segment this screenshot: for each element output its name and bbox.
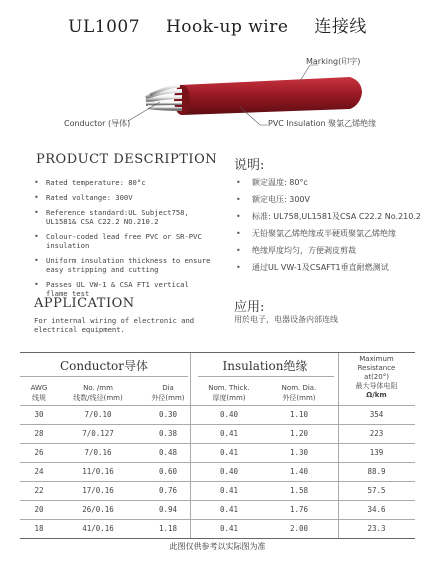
list-item: • Passes UL VW-1 & CSA FT1 vertical flame test [34,280,214,298]
table-cell: 1.30 [289,448,309,457]
list-item: • Uniform insulation thickness to ensure easy stripping and cutting [34,256,214,274]
table-cell: 0.40 [219,410,239,419]
table-cell: 0.30 [158,410,178,419]
table-cell: 22 [34,486,44,495]
footer-note: 此图仅供参考以实际图为准 [169,542,266,551]
list-item: • 额定温度: 80°c [234,177,424,188]
table-cell: 0.41 [219,486,239,495]
table-cell: 0.41 [219,524,239,533]
application-cn-heading: 应用: [234,300,265,315]
title-model: UL1007 [68,17,141,37]
table-cell: 1.20 [289,429,309,438]
insulation-label: PVC Insulation 聚氯乙烯绝缘 [268,119,377,128]
table-cell: 139 [369,448,384,457]
conductor-label: Conductor (导体) [64,119,131,128]
table-cell: 7/0.10 [84,410,112,419]
table-cell: 223 [369,429,384,438]
table-cell: 34.6 [367,505,386,514]
table-row [20,443,415,463]
table-cell: 0.41 [219,505,239,514]
table-cell: 20 [34,505,44,514]
table-cell: 26/0.16 [82,505,114,514]
header-thick: Nom. Thick. 厚度(mm) [208,384,250,402]
table-row [20,519,415,539]
table-cell: 23.3 [367,524,386,533]
table-cell: 1.10 [289,410,309,419]
table-cell: 0.40 [219,467,239,476]
table-cell: 18 [34,524,44,533]
list-item: • 额定电压: 300V [234,194,424,205]
table-cell: 57.5 [367,486,386,495]
table-cell: 0.41 [219,448,239,457]
marking-label: Marking(印字) [306,57,361,66]
table-row [20,500,415,520]
list-item: • 通过UL VW-1及CSAFT1垂直耐燃测试 [234,262,424,273]
description-cn-heading: 说明: [234,158,265,173]
table-cell: 1.18 [158,524,178,533]
header-awg: AWG 线规 [30,384,48,402]
insulation-shape [180,77,362,115]
description-en-list [34,178,214,304]
table-cell: 0.38 [158,429,178,438]
list-item: • Rated temperature: 80°c [34,178,214,187]
spec-table [20,352,415,539]
header-no: No. /mm 线数/线径(mm) [73,384,123,402]
table-cell: 354 [369,410,384,419]
description-cn-list [234,177,424,279]
list-item: • Reference standard:UL Subject758, UL1581& CSA C22.2 NO.210.2 [34,208,214,226]
header-dia: Dia 外径(mm) [151,384,185,402]
table-cell: 24 [34,467,44,476]
table-row [20,462,415,482]
table-cell: 0.48 [158,448,178,457]
list-item: • 绝缘厚度均匀，方便剥皮剪裁 [234,245,424,256]
table-cell: 41/0.16 [82,524,114,533]
table-cell: 1.40 [289,467,309,476]
table-cell: 1.58 [289,486,309,495]
table-cell: 0.94 [158,505,178,514]
header-nomdia: Nom. Dia. 外径(mm) [281,384,317,402]
list-item: • Rated voltange: 300V [34,193,214,202]
table-cell: 0.41 [219,429,239,438]
table-cell: 0.76 [158,486,178,495]
table-row [20,424,415,444]
table-cell: 7/0.16 [84,448,112,457]
table-row [20,405,415,425]
list-item: • 无铅聚氯乙烯绝缘或半硬质聚氯乙烯绝缘 [234,228,424,239]
table-row [20,481,415,501]
table-cell: 7/0.127 [82,429,114,438]
list-item: • Colour-coded lead free PVC or SR-PVC insulation [34,232,214,250]
table-cell: 2.00 [289,524,309,533]
page-title [0,12,435,37]
application-cn-text: 用於电子，电器设备内部连线 [234,315,338,324]
table-cell: 30 [34,410,44,419]
table-cell: 88.9 [367,467,386,476]
header-resistance: Maximum Resistance at(20°) 最大导体电阻 Ω/km [355,355,398,399]
table-cell: 1.76 [289,505,309,514]
title-cn: 连接线 [314,17,367,37]
table-cell: 0.60 [158,467,178,476]
insulation-group-header: Insulation绝缘 [222,359,308,373]
application-heading: APPLICATION [34,296,135,311]
conductor-group-header: Conductor导体 [59,359,149,373]
application-text: For internal wiring of electronic and electrical equipment. [34,316,195,334]
product-description-heading: PRODUCT DESCRIPTION [36,152,218,167]
table-cell: 11/0.16 [82,467,114,476]
table-cell: 17/0.16 [82,486,114,495]
title-name: Hook-up wire [165,17,289,37]
table-cell: 26 [34,448,44,457]
table-cell: 28 [34,429,44,438]
list-item: • 标准: UL758,UL1581及CSA C22.2 No.210.2 [234,211,424,222]
